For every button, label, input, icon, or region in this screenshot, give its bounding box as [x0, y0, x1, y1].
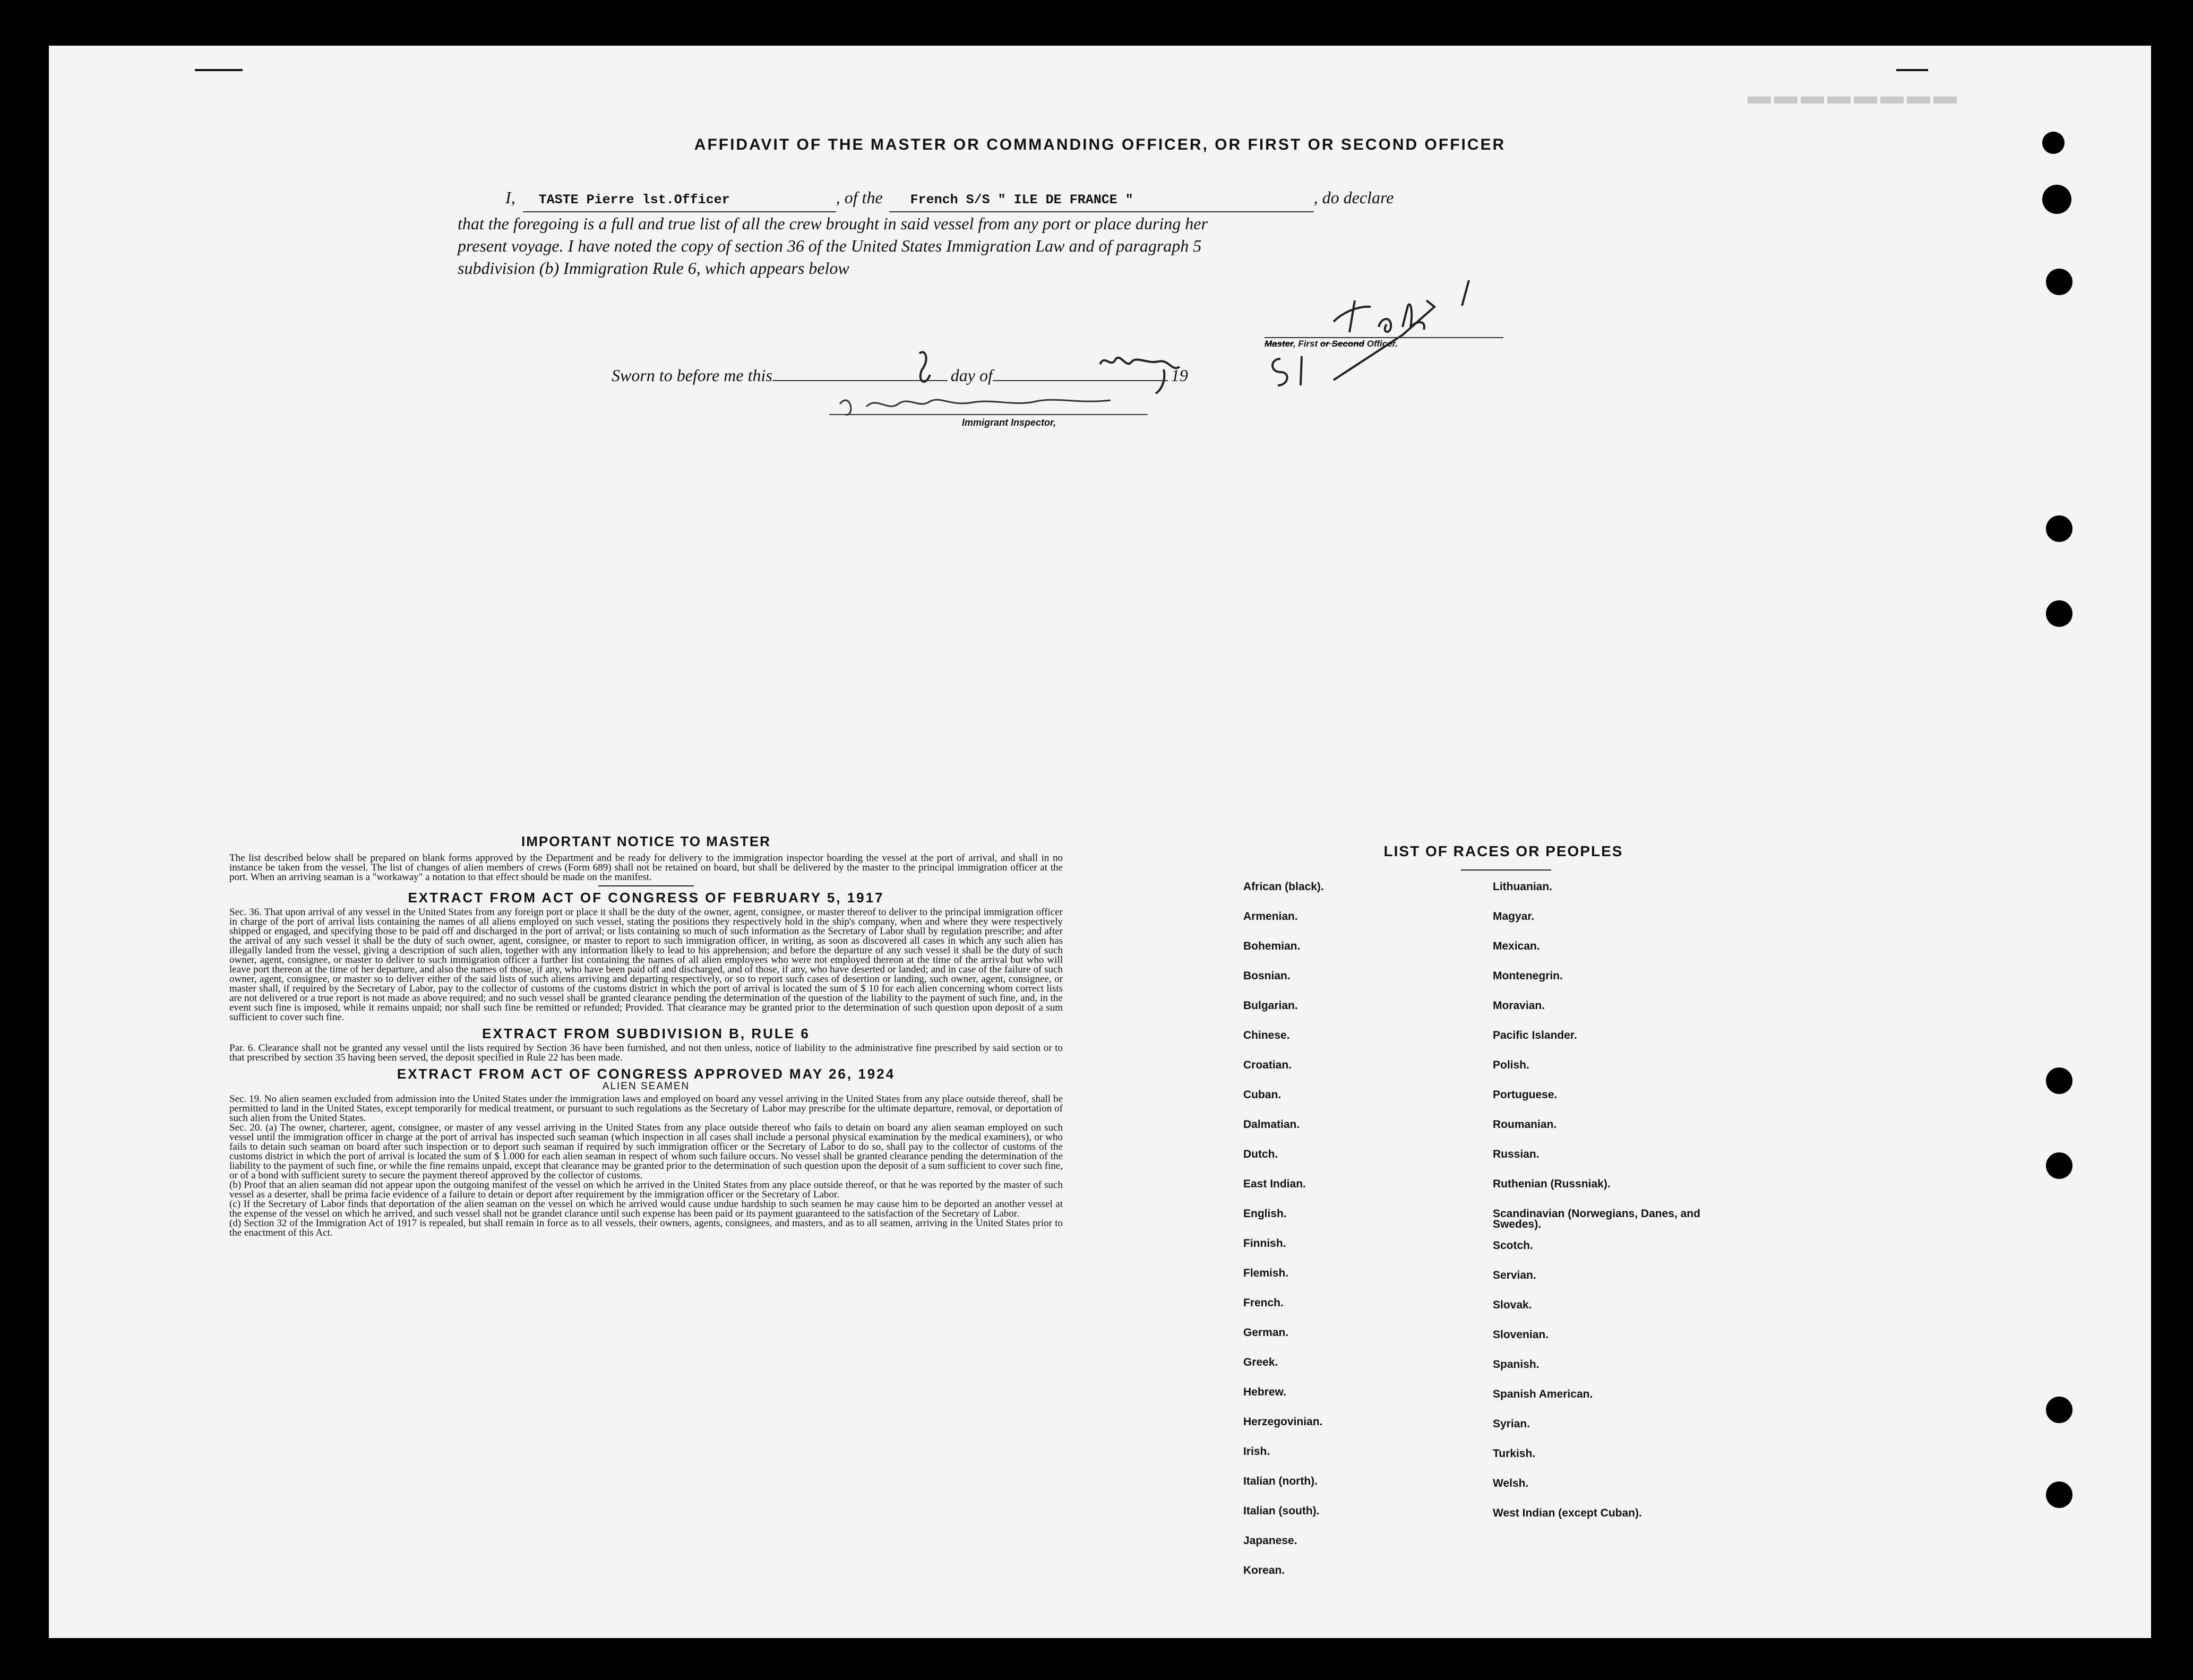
race-item: West Indian (except Cuban).: [1493, 1507, 1642, 1519]
declaration-line-4: subdivision (b) Immigration Rule 6, which appears below: [458, 259, 849, 278]
divider: [598, 885, 694, 886]
section-20b-text: (b) Proof that an alien seaman did not appear upon the outgoing manifest of the vessel on which he arrived in the United States from any place outside thereof, or that he was reported by the master of such vessel as a deserter, shall be prima facie evidence of a failure to detain or deport after requirement by the immigration officer or the Secretary of Labor.: [229, 1179, 1063, 1200]
signature-label: Master, First or Second Officer.: [1265, 339, 1398, 349]
struck-master: Master: [1265, 339, 1293, 349]
race-item: Dalmatian.: [1243, 1118, 1300, 1131]
section-20d-text: (d) Section 32 of the Immigration Act of 1917 is repealed, but shall remain in force as to all vessels, their owners, agents, consignees, and masters, and as to all seamen, arriving in the United States prior to the enactment of this Act.: [229, 1218, 1063, 1238]
section-36-text: Sec. 36. That upon arrival of any vessel in the United States from any foreign port or place it shall be the duty of the owner, agent, consignee, or master thereof to deliver to the principal immigration officer in charge of the port of arrival lists containing the names of all aliens employed on such vessel, stating the positions they respectively hold in the ship's company, when and where they were respectively shipped or engaged, and specifying those to be paid off and discharged in the port of arrival; or lists containing so much of such information as the Secretary of Labor shall by regulation prescribe; and after the arrival of any such vessel it shall be the duty of such owner, agent, consignee, or master to report to such immigration officer, in writing, as soon as discovered all cases in which any such alien has illegally landed from the vessel, giving a description of such alien, together with any information likely to lead to his apprehension; and before the departure of any such vessel it shall be the duty of such owner, agent, consignee, or master to deliver to such immigration officer a further list containing the names of all alien employees who were not employed thereon at the time of the arrival but who will leave port thereon at the time of her departure, and also the names of those, if any, who have been paid off and discharged, and of those, if any, who have deserted or landed; and in case of the failure of such owner, agent, consignee, or master so to deliver either of the said lists of such aliens arriving and departing respectively, or so to report such cases of desertion or landing, such owner, agent, consignee, or master shall, if required by the Secretary of Labor, pay to the collector of customs of the customs district in which the port of arrival is located the sum of $ 10 for each alien concerning whom correct lists are not delivered or a true report is not made as above required; and no such vessel shall be granted clearance pending the determination of the question of the liability to the payment of such fine, and, in the event such fine is imposed, while it remains unpaid; nor shall such fine be remitted or refunded; Provided. That clearance may be granted prior to the determination of such question upon deposit of a sum sufficient to cover such fine.: [229, 907, 1063, 1023]
race-item: Magyar.: [1493, 910, 1535, 923]
struck-or-second: or Second: [1320, 339, 1365, 349]
section-19-text: Sec. 19. No alien seamen excluded from admission into the United States under the immigration laws and employed on board any vessel arriving in the United States from any place outside thereof, shall be permitted to land in the United States, except temporarily for medical treatment, or pursuant to such regulations as the Secretary of Labor may prescribe for the ultimate departure, removal, or deportation of such alien from the United States.: [229, 1093, 1063, 1124]
race-item: Cuban.: [1243, 1089, 1282, 1101]
race-item: Moravian.: [1493, 1000, 1545, 1012]
notice-title: IMPORTANT NOTICE TO MASTER: [521, 833, 771, 849]
do-declare-label: , do declare: [1313, 188, 1394, 207]
sworn-label: Sworn to before me this: [612, 366, 772, 385]
race-item: Russian.: [1493, 1148, 1540, 1160]
race-item: Portuguese.: [1493, 1089, 1558, 1101]
race-item: Bohemian.: [1243, 940, 1301, 952]
binder-hole: [2046, 515, 2072, 542]
binder-hole: [2046, 1152, 2072, 1179]
race-item: Bosnian.: [1243, 970, 1291, 982]
race-item: Spanish American.: [1493, 1388, 1593, 1400]
race-item: Armenian.: [1243, 910, 1298, 923]
race-item: Slovak.: [1493, 1299, 1532, 1311]
inspector-signature-line: [829, 414, 1148, 415]
officer-name-field: TASTE Pierre lst.Officer: [523, 189, 836, 212]
race-item: Flemish.: [1243, 1267, 1289, 1279]
race-item: Scandinavian (Norwegians, Danes, and Swedes).: [1493, 1208, 1700, 1230]
extract-1924-title: EXTRACT FROM ACT OF CONGRESS APPROVED MAY 26, 1924: [397, 1066, 896, 1082]
race-item: Ruthenian (Russniak).: [1493, 1178, 1611, 1190]
race-item: Hebrew.: [1243, 1386, 1286, 1398]
important-notice: [229, 833, 1063, 1238]
day-field: [772, 364, 948, 381]
race-item: Servian.: [1493, 1269, 1536, 1281]
affidavit-title: AFFIDAVIT OF THE MASTER OR COMMANDING OFFICER, OR FIRST OR SECOND OFFICER: [694, 136, 1506, 153]
declaration-line-1: [458, 186, 1519, 212]
signature-line: [1265, 337, 1503, 338]
section-20c-text: (c) If the Secretary of Labor finds that deportation of the alien seaman on the vessel on which he arrived would cause undue hardship to such seamen he may cause him to be deported an another vessel at the expense of the vessel on which he arrived, and such vessel shall not be grandet clarance until such expense has been paid or its payment guaranteed to the satisfaction of the Secretary of Labor.: [229, 1199, 1063, 1219]
race-item: Montenegrin.: [1493, 970, 1563, 982]
race-item: Italian (south).: [1243, 1505, 1320, 1517]
race-item: African (black).: [1243, 881, 1324, 893]
race-item: Lithuanian.: [1493, 881, 1552, 893]
inspector-label: Immigrant Inspector,: [962, 417, 1056, 428]
race-item: Dutch.: [1243, 1148, 1278, 1160]
sworn-line: [612, 364, 1408, 385]
race-item: Irish.: [1243, 1445, 1270, 1458]
extract-1917-title: EXTRACT FROM ACT OF CONGRESS OF FEBRUARY 5, 1917: [408, 890, 884, 906]
alien-seamen-heading: ALIEN SEAMEN: [602, 1081, 690, 1092]
binder-hole: [2046, 1067, 2072, 1094]
race-item: Japanese.: [1243, 1535, 1297, 1547]
corner-mark: [195, 69, 243, 71]
notice-paragraph: The list described below shall be prepared on blank forms approved by the Department and be ready for delivery to the immigration inspector boarding the vessel at the port of arrival, and shall in no instance be taken from the vessel. The list of changes of alien members of crews (Form 689) shall not be retained on board, but shall be delivered by the master to the principal immigration officer at the port. When an arriving seaman is a "workaway" a notation to that effect should be made on the manifest.: [229, 852, 1063, 883]
races-column-1: [1243, 882, 1466, 1595]
race-item: Italian (north).: [1243, 1475, 1318, 1487]
race-item: Korean.: [1243, 1564, 1285, 1576]
race-item: East Indian.: [1243, 1178, 1306, 1190]
binder-hole: [2046, 600, 2072, 627]
document-page: [49, 46, 2151, 1638]
race-item: Roumanian.: [1493, 1118, 1557, 1131]
race-item: Polish.: [1493, 1059, 1529, 1071]
declaration-line-2: that the foregoing is a full and true list of all the crew brought in said vessel from any port or place during her: [458, 214, 1208, 233]
races-title-rule: [1461, 869, 1551, 871]
section-20a-text: Sec. 20. (a) The owner, charterer, agent, consignee, or master of any vessel arriving in the United States from any place outside thereof who fails to detain on board any alien seaman employed on such vessel until the immigration officer in charge at the port of arrival has inspected such seaman (which inspection in all cases shall include a personal physical examination by the medical examiners), or who fails to detain such seaman on board after such inspection or to deport such seaman if required by such immigration officer or the Secretary of Labor to do so, shall pay to the collector of customs of the customs district in which the port of arrival is located the sum of $ 1.000 for each alien seaman in respect of whom such failure occurs. No vessel shall be granted clearance pending the determination of the liability to the payment of such fine, or while the fine remains unpaid, except that clearance may be granted prior to the determination of such question upon the deposit of a sum sufficient to cover such fine, or of a bond with sufficient surety to secure the payment thereof approved by the collector of customs.: [229, 1122, 1063, 1181]
race-item: Turkish.: [1493, 1448, 1536, 1460]
vessel-name-field: French S/S " ILE DE FRANCE ": [889, 189, 1314, 212]
race-item: Mexican.: [1493, 940, 1540, 952]
race-item: Croatian.: [1243, 1059, 1292, 1071]
race-item: Pacific Islander.: [1493, 1029, 1577, 1041]
race-item: Bulgarian.: [1243, 1000, 1298, 1012]
races-title: LIST OF RACES OR PEOPLES: [1383, 843, 1623, 859]
race-item: Greek.: [1243, 1356, 1278, 1368]
race-item: Scotch.: [1493, 1239, 1533, 1252]
corner-mark: [1896, 69, 1928, 71]
race-item: German.: [1243, 1326, 1289, 1339]
paragraph-6-text: Par. 6. Clearance shall not be granted any vessel until the lists required by Section 36 have been furnished, and not then unless, notice of liability to the administrative fine prescribed by said section or to that prescribed by section 35 having been served, the deposit specified in Rule 22 has been made.: [229, 1043, 1063, 1063]
extract-rule6-title: EXTRACT FROM SUBDIVISION B, RULE 6: [482, 1026, 810, 1041]
binder-hole: [2046, 1481, 2072, 1508]
binder-hole: [2046, 1397, 2072, 1423]
race-item: Slovenian.: [1493, 1329, 1549, 1341]
race-item: Spanish.: [1493, 1358, 1540, 1371]
race-item: Finnish.: [1243, 1237, 1286, 1250]
day-of-label: day of: [950, 366, 993, 385]
races-column-2: [1493, 882, 1726, 1540]
bleed-through-text: ▬▬▬▬▬▬▬▬: [1748, 83, 1960, 109]
i-label: I,: [505, 188, 515, 207]
race-item: Herzegovinian.: [1243, 1416, 1323, 1428]
month-field: [993, 364, 1168, 381]
year-label: 19: [1171, 366, 1188, 385]
race-item: English.: [1243, 1208, 1287, 1220]
race-item: Syrian.: [1493, 1418, 1530, 1430]
race-item: Welsh.: [1493, 1477, 1529, 1489]
binder-hole: [2042, 185, 2071, 214]
declaration-line-3: present voyage. I have noted the copy of section 36 of the United States Immigration Law and of paragraph 5: [458, 236, 1202, 255]
of-the-label: , of the: [836, 188, 883, 207]
race-item: Chinese.: [1243, 1029, 1290, 1041]
binder-hole: [2046, 269, 2072, 295]
race-item: French.: [1243, 1297, 1284, 1309]
declaration-paragraph: [458, 186, 1519, 279]
